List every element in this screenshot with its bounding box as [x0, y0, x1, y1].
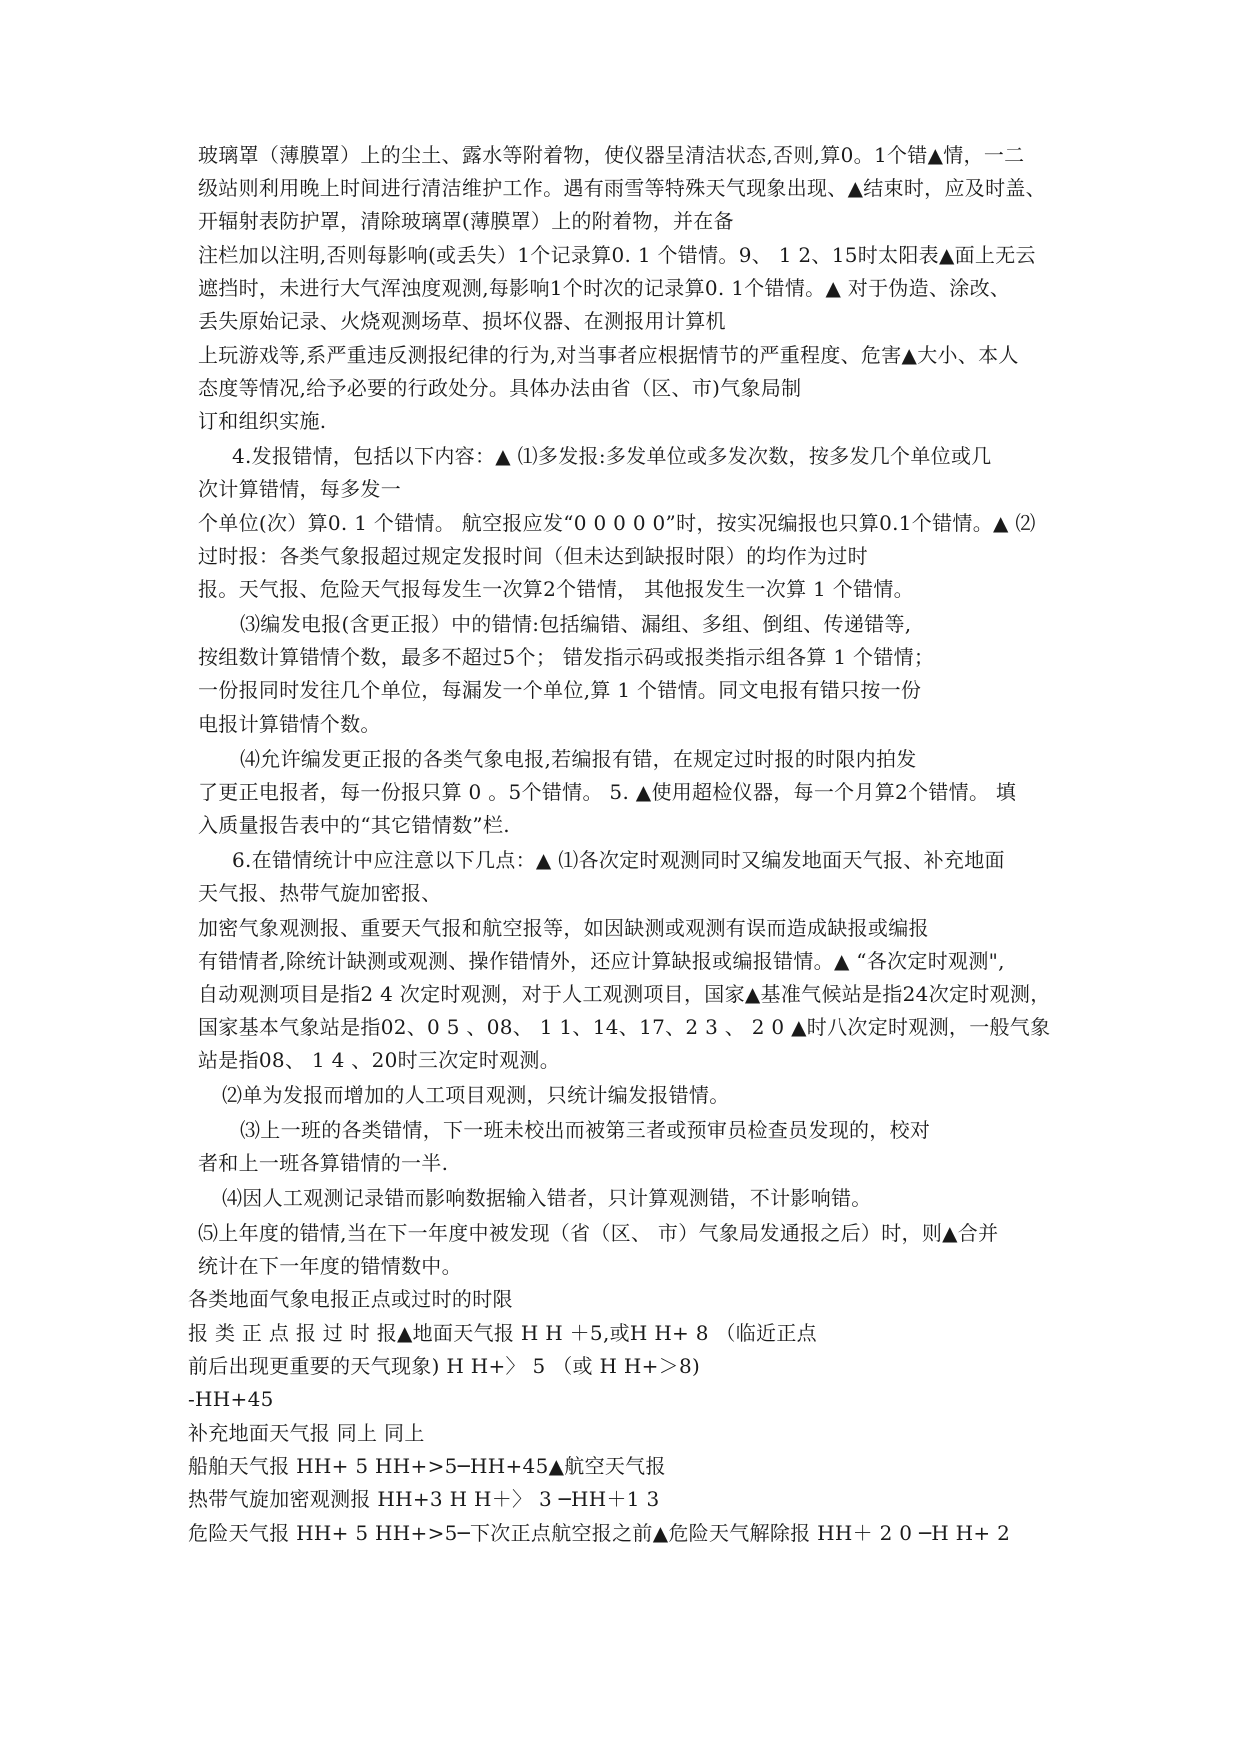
- table-row: 热带气旋加密观测报 HH+3 H H＋〉 3 ─HH＋1 3: [188, 1487, 660, 1511]
- text-line: 一份报同时发往几个单位，每漏发一个单位,算 1 个错情。同文电报有错只按一份: [198, 678, 922, 702]
- text-line: 者和上一班各算错情的一半.: [198, 1151, 449, 1175]
- text-line: 上玩游戏等,系严重违反测报纪律的行为,对当事者应根据情节的严重程度、危害▲大小、本人: [198, 343, 1019, 367]
- text-line: ⑷因人工观测记录错而影响数据输入错者，只计算观测错，不计影响错。: [222, 1186, 872, 1210]
- text-line: 统计在下一年度的错情数中。: [198, 1254, 462, 1278]
- text-line: 自动观测项目是指2 4 次定时观测，对于人工观测项目，国家▲基准气候站是指24次定时观测，: [198, 982, 1051, 1006]
- table-row: 危险天气报 HH+ 5 HH+>5─下次正点航空报之前▲危险天气解除报 HH＋ 2 0 ─H H+ 2: [188, 1521, 1011, 1545]
- text-line: 次计算错情，每多发一: [198, 477, 401, 501]
- text-line: ⑷允许编发更正报的各类气象电报,若编报有错，在规定过时报的时限内拍发: [240, 747, 917, 771]
- text-line: 按组数计算错情个数，最多不超过5个； 错发指示码或报类指示组各算 1 个错情；: [198, 645, 935, 669]
- text-line: 国家基本气象站是指02、0 5 、08、 1 1、14、17、2 3 、 2 0 ▲时八次定时观测，一般气象: [198, 1015, 1051, 1039]
- text-line: 订和组织实施.: [198, 409, 327, 433]
- text-line: 有错情者,除统计缺测或观测、操作错情外，还应计算缺报或编报错情。▲ “各次定时观测",: [198, 949, 1005, 973]
- table-row: 补充地面天气报 同上 同上: [188, 1421, 425, 1445]
- text-line: 丢失原始记录、火烧观测场草、损坏仪器、在测报用计算机: [198, 309, 726, 333]
- text-line: 站是指08、 1 4 、20时三次定时观测。: [198, 1048, 561, 1072]
- text-line: 开辐射表防护罩，清除玻璃罩(薄膜罩）上的附着物，并在备: [198, 209, 734, 233]
- text-line: 入质量报告表中的“其它错情数”栏.: [198, 813, 510, 837]
- text-line: 过时报：各类气象报超过规定发报时间（但未达到缺报时限）的均作为过时: [198, 544, 868, 568]
- table-row: 报 类 正 点 报 过 时 报▲地面天气报 H H ＋5,或H H+ 8 （临近正点: [188, 1321, 817, 1345]
- text-line: ⑸上年度的错情,当在下一年度中被发现（省（区、 市）气象局发通报之后）时，则▲合并: [198, 1221, 999, 1245]
- text-line: ⑵单为发报而增加的人工项目观测，只统计编发报错情。: [222, 1083, 730, 1107]
- text-line: 态度等情况,给予必要的行政处分。具体办法由省（区、市)气象局制: [198, 376, 802, 400]
- text-line: 加密气象观测报、重要天气报和航空报等，如因缺测或观测有误而造成缺报或编报: [198, 916, 929, 940]
- text-line: 6.在错情统计中应注意以下几点：▲ ⑴各次定时观测同时又编发地面天气报、补充地面: [232, 848, 1005, 872]
- text-line: 报。天气报、危险天气报每发生一次算2个错情， 其他报发生一次算 1 个错情。: [198, 577, 914, 601]
- table-row: 前后出现更重要的天气现象) H H+〉 5 （或 H H+＞8): [188, 1354, 701, 1378]
- text-line: ⑶上一班的各类错情，下一班未校出而被第三者或预审员检查员发现的，校对: [240, 1118, 931, 1142]
- table-row: 船舶天气报 HH+ 5 HH+>5─HH+45▲航空天气报: [188, 1454, 666, 1478]
- text-line: 级站则利用晚上时间进行清洁维护工作。遇有雨雪等特殊天气现象出现、▲结束时，应及时盖、: [198, 176, 1046, 200]
- table-row: -HH+45: [188, 1387, 274, 1411]
- text-line: 遮挡时，未进行大气浑浊度观测,每影响1个时次的记录算0. 1个错情。▲ 对于伪造、涂改、: [198, 276, 1011, 300]
- text-line: 了更正电报者，每一份报只算 0 。5个错情。 5. ▲使用超检仪器，每一个月算2个错情。 填: [198, 780, 1017, 804]
- text-line: ⑶编发电报(含更正报）中的错情:包括编错、漏组、多组、倒组、传递错等,: [240, 612, 912, 636]
- text-line: 个单位(次）算0. 1 个错情。 航空报应发“0 0 0 0 0”时，按实况编报也只算0.1个错情。▲ ⑵: [198, 511, 1036, 535]
- text-line: 4.发报错情，包括以下内容：▲ ⑴多发报:多发单位或多发次数，按多发几个单位或几: [232, 444, 992, 468]
- text-line: 天气报、热带气旋加密报、: [198, 881, 442, 905]
- text-line: 玻璃罩（薄膜罩）上的尘土、露水等附着物，使仪器呈清洁状态,否则,算0。1个错▲情，一二: [198, 143, 1025, 167]
- table-title: 各类地面气象电报正点或过时的时限: [188, 1287, 513, 1311]
- text-line: 电报计算错情个数。: [198, 712, 381, 736]
- text-line: 注栏加以注明,否则每影响(或丢失）1个记录算0. 1 个错情。9、 1 2、15时太阳表▲面上无云: [198, 243, 1036, 267]
